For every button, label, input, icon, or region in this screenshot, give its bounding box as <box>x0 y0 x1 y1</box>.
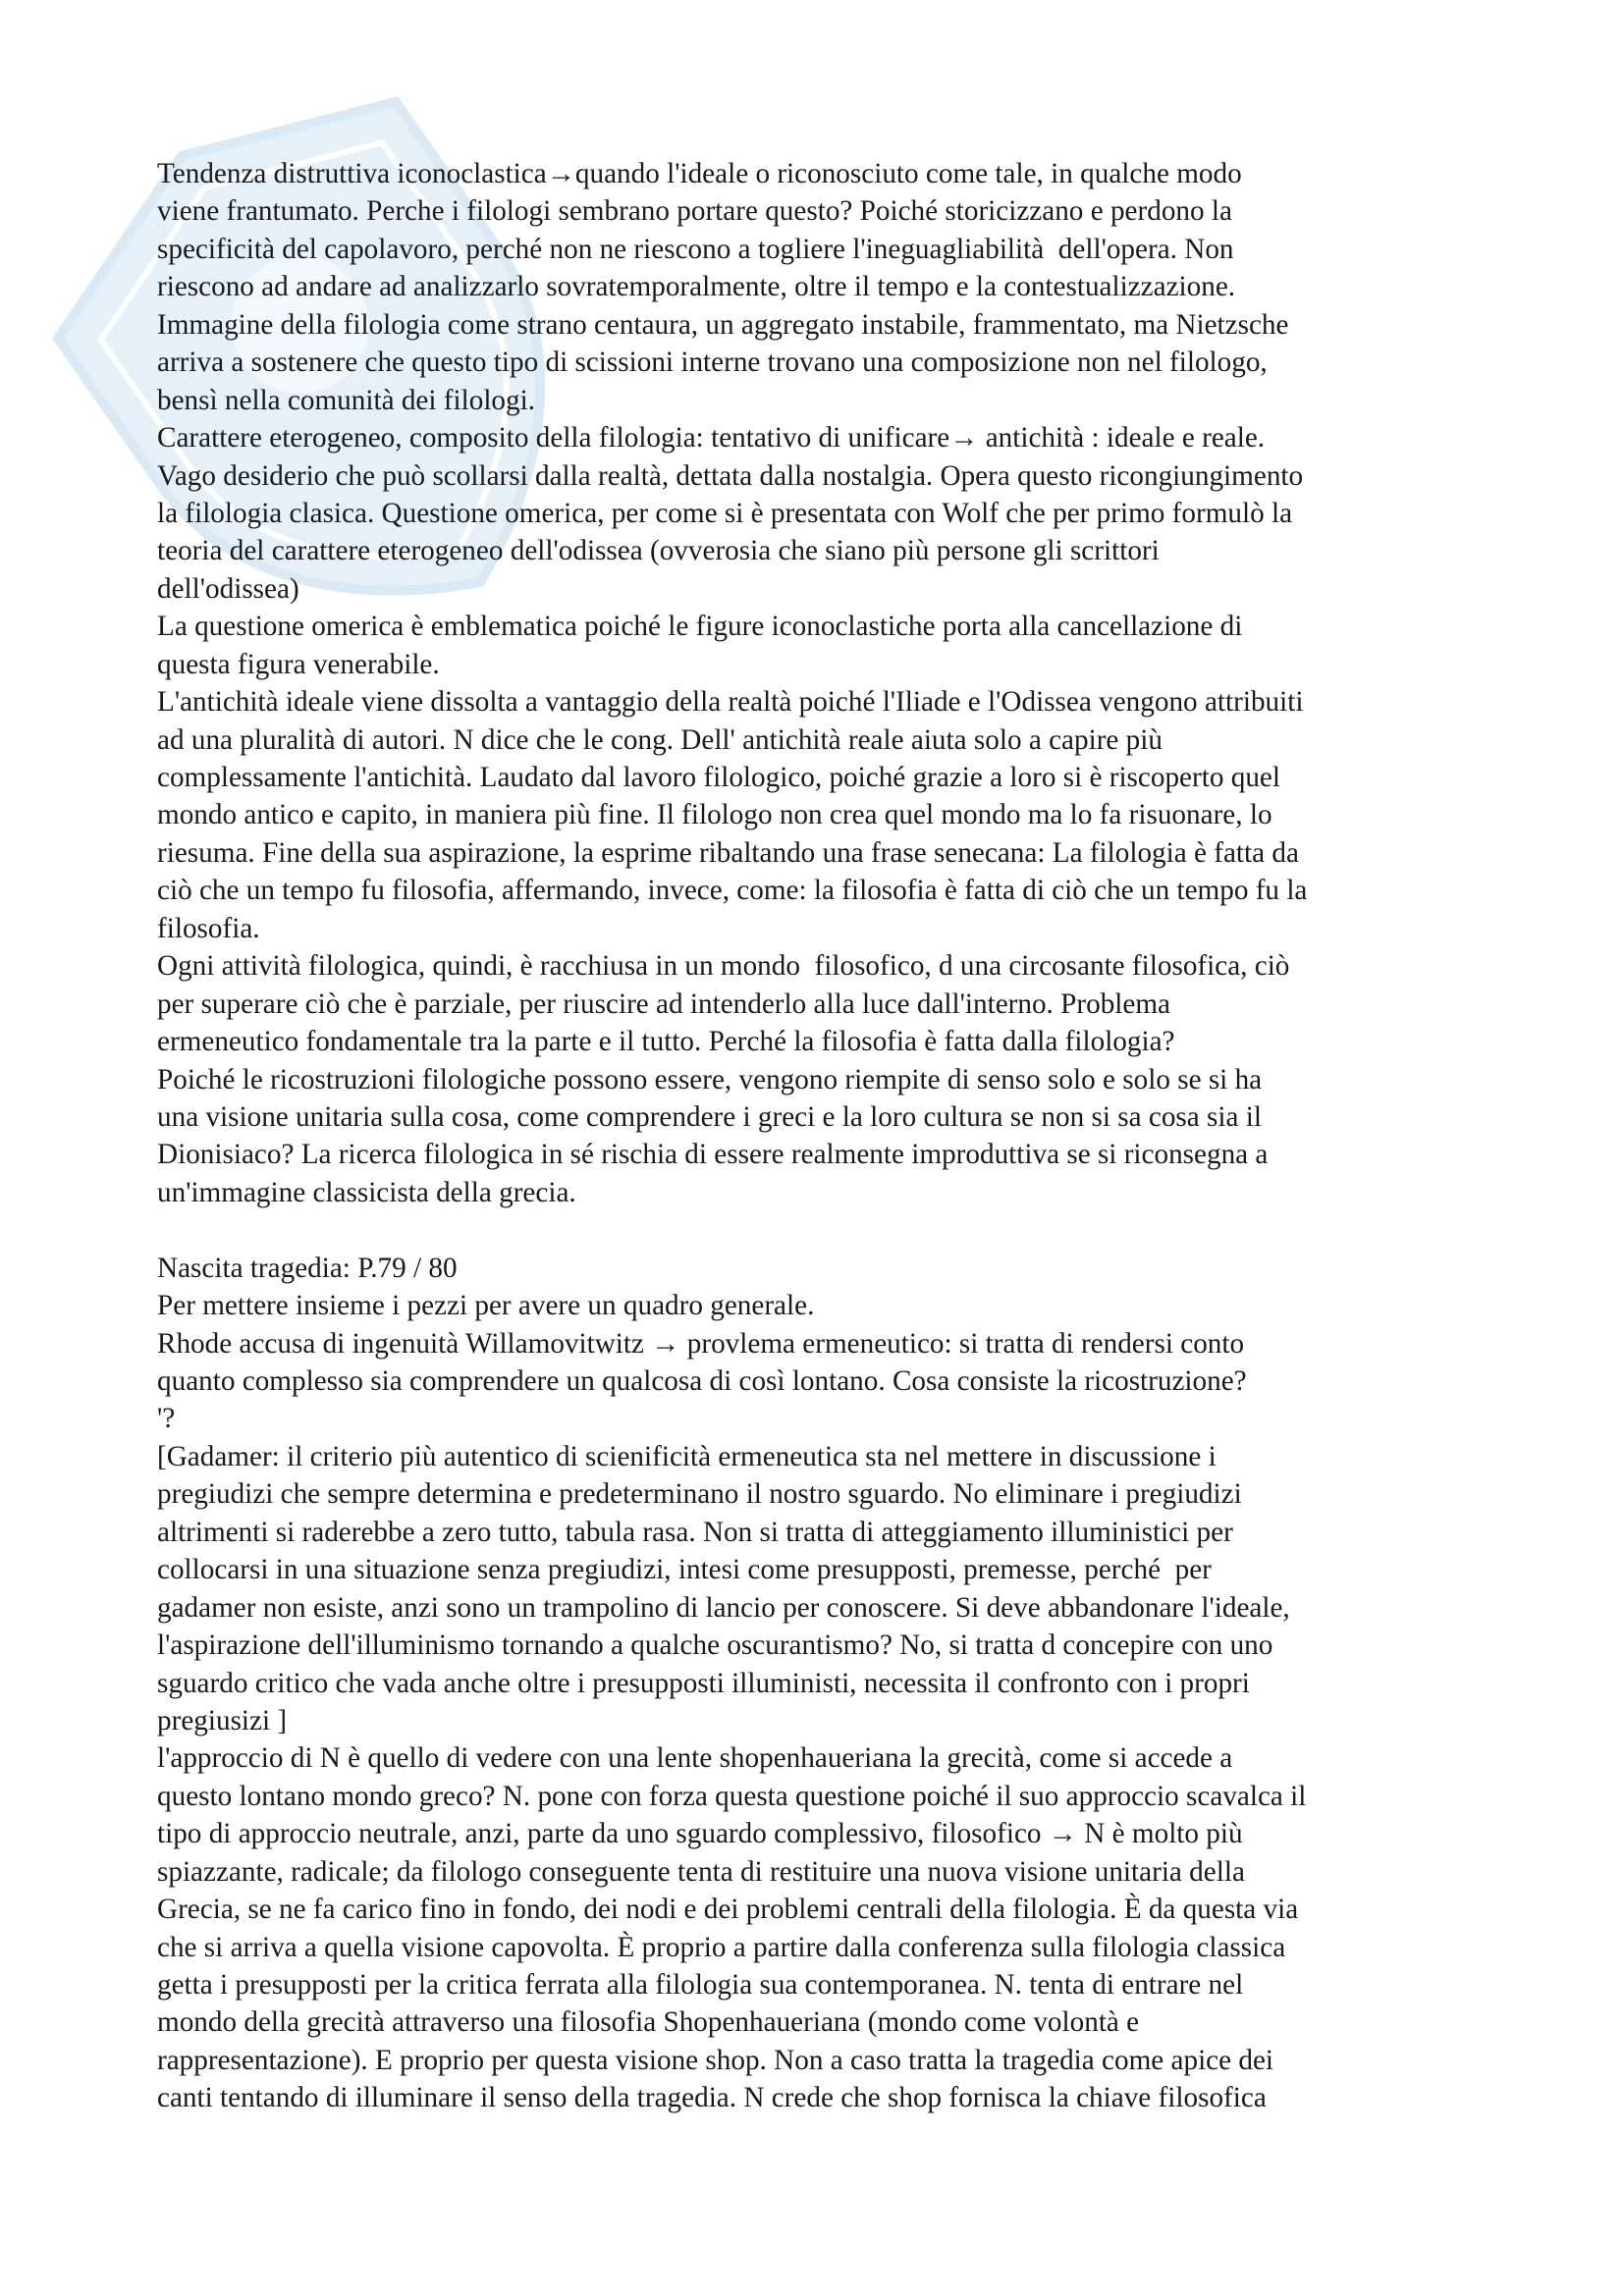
text-line: riescono ad andare ad analizzarlo sovratemporalmente, oltre il tempo e la contestualizzazione. <box>157 271 1236 303</box>
text-line: Dionisiaco? La ricerca filologica in sé rischia di essere realmente improduttiva se si riconsegna a <box>157 1139 1269 1171</box>
text-line: viene frantumato. Perche i filologi sembrano portare questo? Poiché storicizzano e perdono la <box>157 195 1232 228</box>
text-line: Vago desiderio che può scollarsi dalla realtà, dettata dalla nostalgia. Opera questo ricongiungimento <box>157 459 1304 492</box>
text-line: pregiudizi che sempre determina e predeterminano il nostro sguardo. No eliminare i pregiudizi <box>157 1478 1242 1511</box>
text-line: collocarsi in una situazione senza pregiudizi, intesi come presupposti, premesse, perché per <box>157 1554 1212 1586</box>
text-line: spiazzante, radicale; da filologo conseguente tenta di restituire una nuova visione unitaria della <box>157 1855 1245 1888</box>
text-line: Ogni attività filologica, quindi, è racchiusa in un mondo filosofico, d una circosante filosofica, ciò <box>157 950 1290 983</box>
text-line: Nascita tragedia: P.79 / 80 <box>157 1252 458 1284</box>
text-line: l'aspirazione dell'illuminismo tornando a qualche oscurantismo? No, si tratta d concepire con uno <box>157 1629 1273 1662</box>
text-line: L'antichità ideale viene dissolta a vantaggio della realtà poiché l'Iliade e l'Odissea vengono attribuiti <box>157 686 1304 719</box>
text-line: ad una pluralità di autori. N dice che le cong. Dell' antichità reale aiuta solo a capire più <box>157 723 1163 756</box>
text-line: un'immagine classicista della grecia. <box>157 1176 576 1208</box>
text-line: Tendenza distruttiva iconoclastica→quando l'ideale o riconosciuto come tale, in qualche modo <box>157 158 1242 189</box>
text-line: riesuma. Fine della sua aspirazione, la esprime ribaltando una frase senecana: La filologia è fatta da <box>157 836 1299 869</box>
text-line: questo lontano mondo greco? N. pone con forza questa questione poiché il suo approccio scavalca il <box>157 1780 1307 1812</box>
text-line: '? <box>157 1403 176 1435</box>
text-line: l'approccio di N è quello di vedere con una lente shopenhaueriana la grecità, come si accede a <box>157 1742 1233 1775</box>
text-line: la filologia clasica. Questione omerica, per come si è presentata con Wolf che per primo formulò la <box>157 497 1293 529</box>
text-line: Per mettere insieme i pezzi per avere un quadro generale. <box>157 1290 815 1322</box>
text-line: arriva a sostenere che questo tipo di scissioni interne trovano una composizione non nel filologo, <box>157 347 1268 379</box>
text-line: altrimenti si raderebbe a zero tutto, tabula rasa. Non si tratta di atteggiamento illuministici per <box>157 1516 1233 1548</box>
paragraph-gap <box>157 1211 1492 1249</box>
text-line: ciò che un tempo fu filosofia, affermando, invece, come: la filosofia è fatta di ciò che un tempo fu la <box>157 875 1308 907</box>
text-line: pregiusizi ] <box>157 1704 288 1736</box>
text-line: bensì nella comunità dei filologi. <box>157 384 536 416</box>
text-line: questa figura venerabile. <box>157 648 440 680</box>
text-line: ermeneutico fondamentale tra la parte e il tutto. Perché la filosofia è fatta dalla filologia? <box>157 1026 1175 1058</box>
text-line: Carattere eterogeneo, composito della filologia: tentativo di unificare→ antichità : ideale e reale. <box>157 422 1266 454</box>
text-line: mondo antico e capito, in maniera più fine. Il filologo non crea quel mondo ma lo fa risuonare, lo <box>157 799 1272 831</box>
text-line: che si arriva a quella visione capovolta. È proprio a partire dalla conferenza sulla filologia classica <box>157 1931 1286 1963</box>
text-line: complessamente l'antichità. Laudato dal lavoro filologico, poiché grazie a loro si è riscoperto quel <box>157 762 1280 793</box>
document-text <box>157 155 1492 2117</box>
text-line: tipo di approccio neutrale, anzi, parte da uno sguardo complessivo, filosofico → N è molto più <box>157 1818 1243 1850</box>
text-line: [Gadamer: il criterio più autentico di scienificità ermeneutica sta nel mettere in discussione i <box>157 1440 1217 1472</box>
text-line: mondo della grecità attraverso una filosofia Shopenhaueriana (mondo come volontà e <box>157 2006 1140 2039</box>
text-line: Poiché le ricostruzioni filologiche possono essere, vengono riempite di senso solo e solo se si ha <box>157 1063 1263 1095</box>
text-line: quanto complesso sia comprendere un qualcosa di così lontano. Cosa consiste la ricostruzione? <box>157 1365 1247 1397</box>
text-line: Immagine della filologia come strano centaura, un aggregato instabile, frammentato, ma Nietzsche <box>157 308 1289 341</box>
text-line: sguardo critico che vada anche oltre i presupposti illuministi, necessita il confronto con i propri <box>157 1667 1250 1699</box>
text-line: filosofia. <box>157 912 260 944</box>
text-line: getta i presupposti per la critica ferrata alla filologia sua contemporanea. N. tenta di entrare nel <box>157 1969 1244 2001</box>
text-line: canti tentando di illuminare il senso della tragedia. N crede che shop fornisca la chiave filosofica <box>157 2082 1267 2114</box>
text-line: Grecia, se ne fa carico fino in fondo, dei nodi e dei problemi centrali della filologia. È da questa via <box>157 1894 1299 1926</box>
paragraph-2 <box>157 1250 1492 2117</box>
paragraph-1 <box>157 155 1492 1211</box>
text-line: specificità del capolavoro, perché non ne riescono a togliere l'ineguagliabilità dell'opera. Non <box>157 233 1234 265</box>
text-line: La questione omerica è emblematica poiché le figure iconoclastiche porta alla cancellazione di <box>157 611 1243 643</box>
text-line: Rhode accusa di ingenuità Willamovitwitz → provlema ermeneutico: si tratta di rendersi conto <box>157 1327 1245 1360</box>
text-line: per superare ciò che è parziale, per riuscire ad intenderlo alla luce dall'interno. Problema <box>157 988 1171 1020</box>
text-line: gadamer non esiste, anzi sono un trampolino di lancio per conoscere. Si deve abbandonare l'ideale, <box>157 1591 1290 1624</box>
text-line: dell'odissea) <box>157 572 299 605</box>
text-line: rappresentazione). E proprio per questa visione shop. Non a caso tratta la tragedia come apice dei <box>157 2044 1274 2076</box>
text-line: una visione unitaria sulla cosa, come comprendere i greci e la loro cultura se non si sa cosa sia il <box>157 1100 1262 1133</box>
text-line: teoria del carattere eterogeneo dell'odissea (ovverosia che siano più persone gli scrittori <box>157 535 1160 567</box>
